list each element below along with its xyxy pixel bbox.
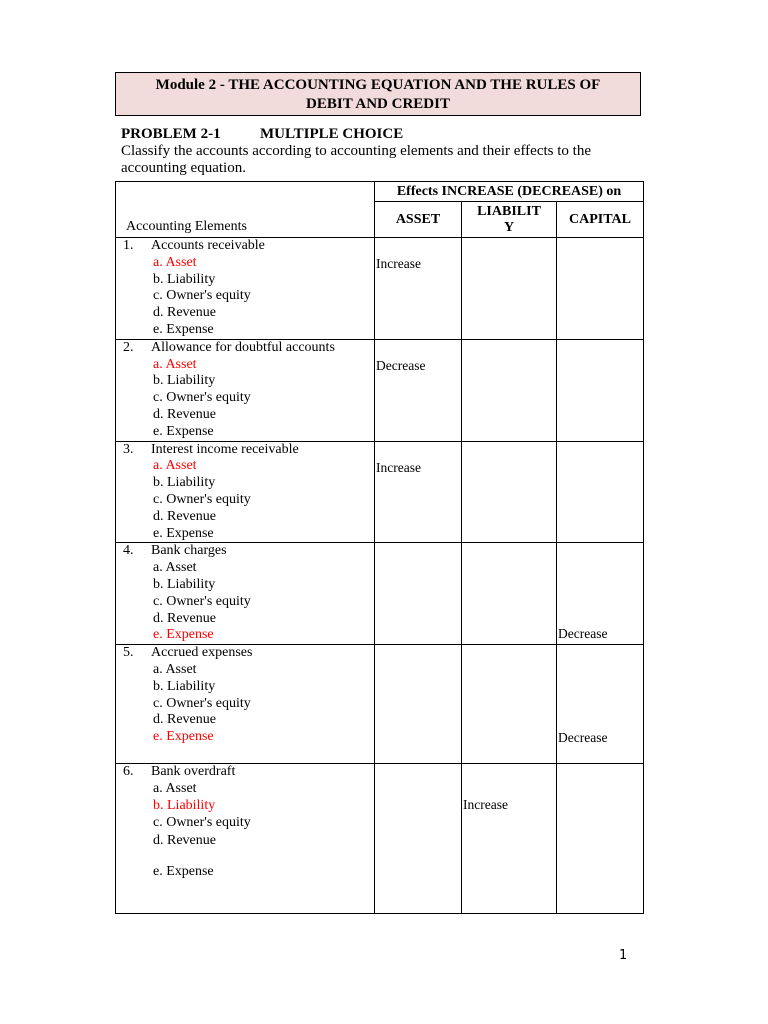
effect-value-capital: Decrease bbox=[558, 626, 608, 642]
answer-option: b. Liability bbox=[153, 797, 216, 813]
question-title bbox=[116, 442, 374, 459]
effect-cell-asset bbox=[375, 238, 462, 340]
module-title-line2: DEBIT AND CREDIT bbox=[306, 96, 450, 112]
effect-cell-asset bbox=[375, 645, 462, 764]
effect-value-asset: Increase bbox=[376, 256, 421, 271]
question-account: Bank overdraft bbox=[151, 764, 236, 780]
question-row bbox=[116, 238, 644, 340]
option-item: d. Revenue bbox=[153, 305, 216, 321]
option-item: b. Liability bbox=[153, 576, 216, 592]
effect-cell-asset bbox=[375, 764, 462, 914]
question-title bbox=[116, 764, 374, 781]
effect-cell-liability bbox=[462, 441, 557, 543]
answer-option: e. Expense bbox=[153, 729, 214, 745]
option-item: a. Asset bbox=[153, 780, 197, 796]
option-item: e. Expense bbox=[153, 423, 214, 439]
answer-option: a. Asset bbox=[153, 356, 197, 372]
question-number: 2. bbox=[123, 339, 134, 355]
option-item: a. Asset bbox=[153, 560, 197, 576]
classification-table bbox=[115, 181, 644, 914]
question-number: 1. bbox=[123, 238, 134, 253]
answer-option: e. Expense bbox=[153, 627, 214, 643]
page-number: 1 bbox=[619, 948, 628, 963]
question-cell bbox=[116, 764, 375, 914]
option-item: c. Owner's equity bbox=[153, 814, 251, 830]
option-item: b. Liability bbox=[153, 678, 216, 694]
answer-option: a. Asset bbox=[153, 254, 197, 270]
question-cell bbox=[116, 645, 375, 764]
option-item: e. Expense bbox=[153, 321, 214, 337]
header-asset: ASSET bbox=[375, 202, 462, 238]
question-number: 6. bbox=[123, 764, 134, 780]
effect-value-asset: Decrease bbox=[376, 357, 426, 373]
header-capital: CAPITAL bbox=[557, 202, 644, 238]
header-effects: Effects INCREASE (DECREASE) on bbox=[375, 182, 644, 202]
effect-cell-capital bbox=[557, 645, 644, 764]
question-title bbox=[116, 543, 374, 560]
effect-cell-asset bbox=[375, 441, 462, 543]
option-item: c. Owner's equity bbox=[153, 593, 251, 609]
effect-cell-liability bbox=[462, 764, 557, 914]
effect-value-capital: Decrease bbox=[558, 730, 608, 746]
problem-type: MULTIPLE CHOICE bbox=[260, 126, 404, 142]
module-title-line1: Module 2 - THE ACCOUNTING EQUATION AND THE RULES OF bbox=[155, 77, 601, 93]
effect-cell-liability bbox=[462, 238, 557, 340]
problem-instructions: Classify the accounts according to accounting elements and their effects to the accounting equation. bbox=[121, 143, 591, 176]
option-item: e. Expense bbox=[153, 864, 214, 880]
question-title bbox=[116, 238, 374, 255]
problem-heading bbox=[121, 126, 404, 143]
header-liability-line2: Y bbox=[503, 219, 515, 235]
effect-cell-liability bbox=[462, 645, 557, 764]
question-title bbox=[116, 645, 374, 662]
effect-cell-capital bbox=[557, 339, 644, 441]
question-cell bbox=[116, 238, 375, 340]
header-liability bbox=[462, 202, 557, 238]
effect-cell-liability bbox=[462, 543, 557, 645]
question-account: Bank charges bbox=[151, 543, 227, 559]
effect-cell-asset bbox=[375, 543, 462, 645]
effect-cell-liability bbox=[462, 339, 557, 441]
header-accounting-elements bbox=[116, 182, 375, 238]
option-item: b. Liability bbox=[153, 373, 216, 389]
header-liability-line1: LIABILIT bbox=[477, 203, 541, 219]
option-item: c. Owner's equity bbox=[153, 288, 251, 304]
question-number: 4. bbox=[123, 543, 134, 559]
question-number: 3. bbox=[123, 441, 134, 457]
question-number: 5. bbox=[123, 645, 134, 661]
option-item: b. Liability bbox=[153, 271, 216, 287]
question-cell bbox=[116, 543, 375, 645]
question-title bbox=[116, 340, 374, 357]
option-item: b. Liability bbox=[153, 475, 216, 491]
option-item: d. Revenue bbox=[153, 712, 216, 728]
module-title-box bbox=[115, 72, 641, 116]
question-account: Accounts receivable bbox=[151, 238, 265, 253]
effect-cell-capital bbox=[557, 441, 644, 543]
effect-cell-capital bbox=[557, 543, 644, 645]
question-account: Accrued expenses bbox=[151, 645, 253, 661]
question-row bbox=[116, 441, 644, 543]
effect-cell-capital bbox=[557, 764, 644, 914]
option-item: e. Expense bbox=[153, 525, 214, 541]
option-item: d. Revenue bbox=[153, 833, 216, 849]
problem-label: PROBLEM 2-1 bbox=[121, 126, 221, 142]
question-row bbox=[116, 764, 644, 914]
question-row bbox=[116, 645, 644, 764]
header-accounting-elements-label: Accounting Elements bbox=[126, 219, 247, 234]
option-item: d. Revenue bbox=[153, 508, 216, 524]
question-account: Allowance for doubtful accounts bbox=[151, 339, 335, 355]
option-item: d. Revenue bbox=[153, 406, 216, 422]
option-item: c. Owner's equity bbox=[153, 390, 251, 406]
option-item: c. Owner's equity bbox=[153, 695, 251, 711]
effect-value-asset: Increase bbox=[376, 459, 421, 475]
questions-body bbox=[116, 238, 644, 914]
effect-cell-capital bbox=[557, 238, 644, 340]
answer-option: a. Asset bbox=[153, 458, 197, 474]
question-account: Interest income receivable bbox=[151, 441, 299, 457]
option-item: c. Owner's equity bbox=[153, 491, 251, 507]
question-row bbox=[116, 543, 644, 645]
option-item: d. Revenue bbox=[153, 610, 216, 626]
option-item: a. Asset bbox=[153, 661, 197, 677]
question-row bbox=[116, 339, 644, 441]
question-cell bbox=[116, 441, 375, 543]
effect-cell-asset bbox=[375, 339, 462, 441]
question-cell bbox=[116, 339, 375, 441]
effect-value-liability: Increase bbox=[463, 797, 508, 813]
